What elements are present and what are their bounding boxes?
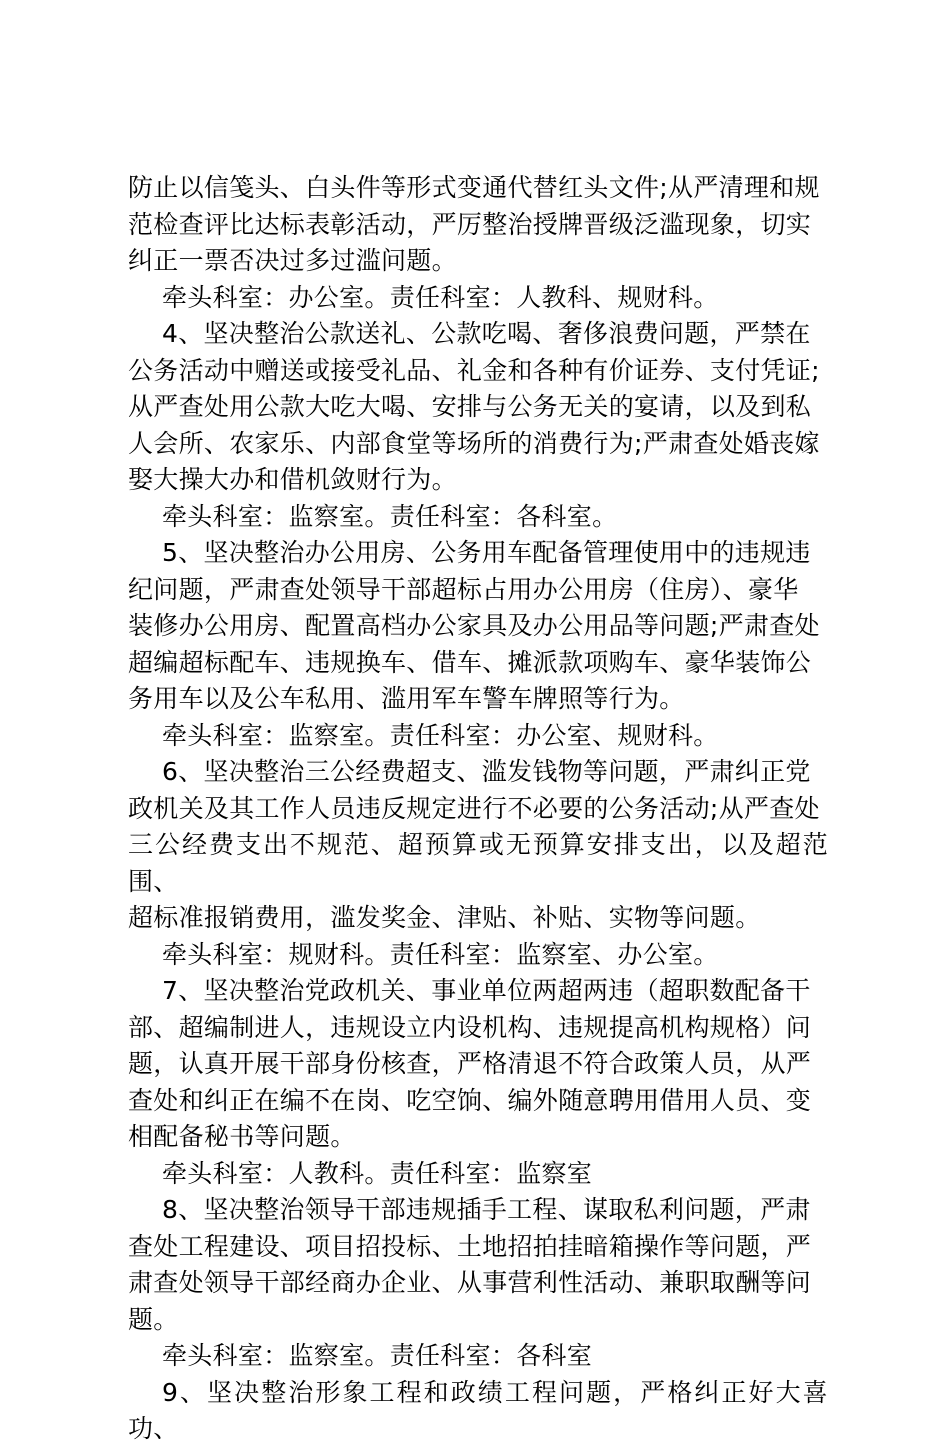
item-4-paragraph: 4、坚决整治公款送礼、公款吃喝、奢侈浪费问题，严禁在 公务活动中赠送或接受礼品、礼金和各种有价证券、支付凭证; 从严查处用公款大吃大喝、安排与公务无关的宴请，以及到私 人会所、农家乐、内部食堂等场所的消费行为;严肃查处婚丧嫁 娶大操大办和借机敛财行为。 <box>128 319 820 494</box>
item-9-paragraph: 9、坚决整治形象工程和政绩工程问题，严格纠正好大喜功、 <box>128 1377 828 1443</box>
responsibility-line: 牵头科室：规财科。责任科室：监察室、办公室。 <box>162 939 719 969</box>
item-8-paragraph: 8、坚决整治领导干部违规插手工程、谋取私利问题，严肃 查处工程建设、项目招投标、土地招拍挂暗箱操作等问题，严 肃查处领导干部经商办企业、从事营利性活动、兼职取酬等问 题。 <box>128 1195 812 1334</box>
responsibility-line: 牵头科室：监察室。责任科室：各科室。 <box>162 501 618 531</box>
responsibility-line: 牵头科室：办公室。责任科室：人教科、规财科。 <box>162 282 719 312</box>
responsibility-line: 牵头科室：监察室。责任科室：各科室 <box>162 1341 593 1370</box>
responsibility-line: 牵头科室：人教科。责任科室：监察室 <box>162 1158 593 1188</box>
paragraph-continuation: 防止以信笺头、白头件等形式变通代替红头文件;从严清理和规 范检查评比达标表彰活动，严厉整治授牌晋级泛滥现象，切实 纠正一票否决过多过滥问题。 <box>128 173 820 275</box>
document-body <box>128 170 828 1448</box>
responsibility-line: 牵头科室：监察室。责任科室：办公室、规财科。 <box>162 720 719 750</box>
item-5-paragraph: 5、坚决整治办公用房、公务用车配备管理使用中的违规违 纪问题，严肃查处领导干部超标占用办公用房（住房）、豪华 装修办公用房、配置高档办公家具及办公用品等问题;严肃查处 超编超标配车、违规换车、借车、摊派款项购车、豪华装饰公 务用车以及公车私用、滥用军车警车牌照等行为。 <box>128 538 820 713</box>
item-7-paragraph: 7、坚决整治党政机关、事业单位两超两违（超职数配备干 部、超编制进人，违规设立内设机构、违规提高机构规格）问 题，认真开展干部身份核查，严格清退不符合政策人员，从严 查处和纠正在编不在岗、吃空饷、编外随意聘用借用人员、变 相配备秘书等问题。 <box>128 976 812 1151</box>
item-6-paragraph: 6、坚决整治三公经费超支、滥发钱物等问题，严肃纠正党 政机关及其工作人员违反规定进行不必要的公务活动;从严查处 三公经费支出不规范、超预算或无预算安排支出，以及超范围、 超标准报销费用，滥发奖金、津贴、补贴、实物等问题。 <box>128 757 828 932</box>
